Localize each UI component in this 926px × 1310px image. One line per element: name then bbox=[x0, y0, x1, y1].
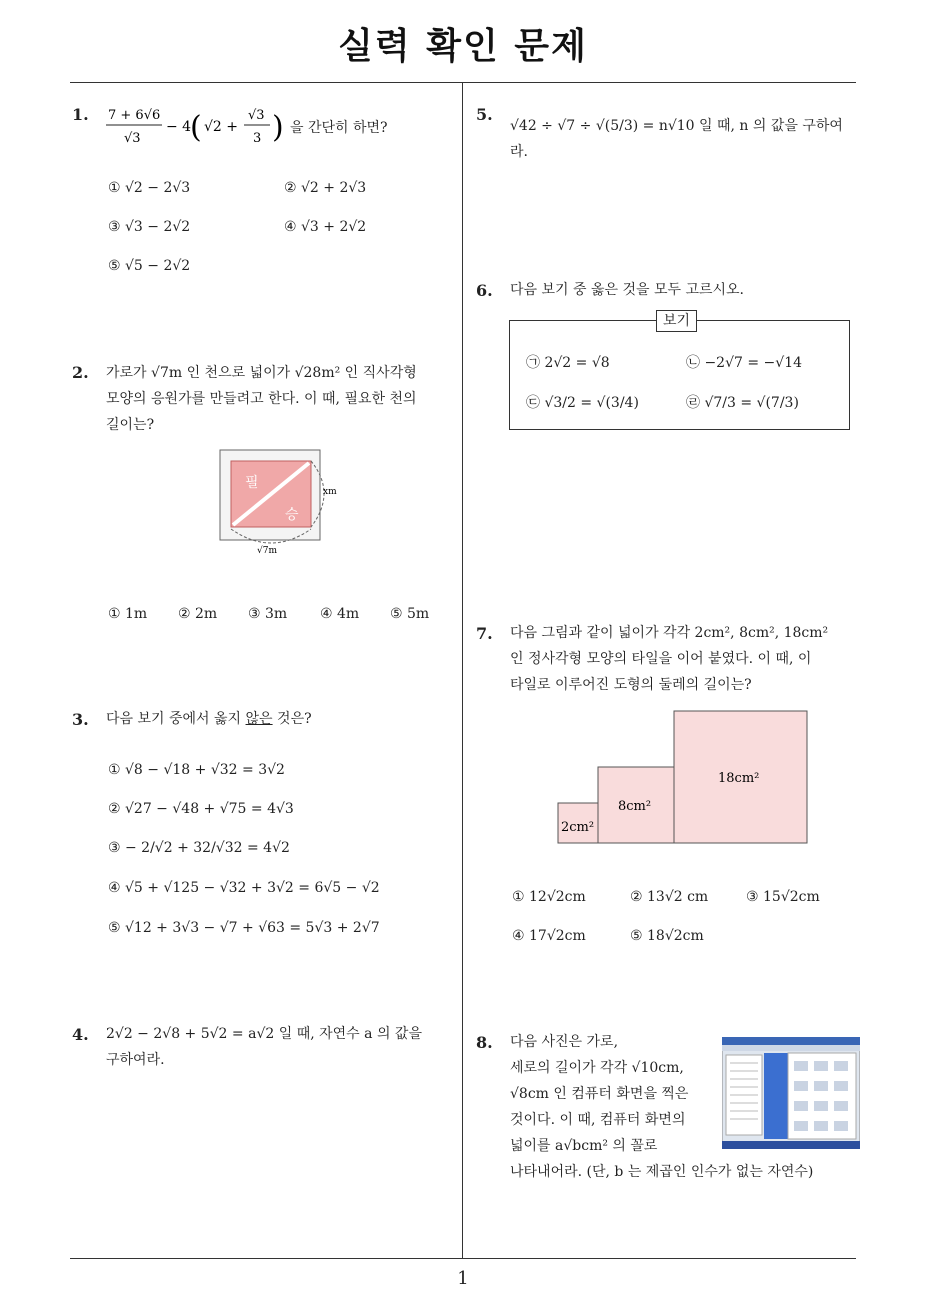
svg-text:− 4: − 4 bbox=[166, 119, 192, 135]
q1-suffix: 을 간단히 하면? bbox=[290, 120, 388, 136]
q2-stem bbox=[106, 360, 456, 438]
q2-fig-sqrt7m: √7m bbox=[257, 546, 277, 556]
svg-text:3: 3 bbox=[253, 131, 262, 146]
q6-box-label: 보기 bbox=[656, 310, 697, 332]
q7-number: 7. bbox=[476, 624, 493, 643]
q3-option-3[interactable]: ③ − 2/√2 + 32/√32 = 4√2 bbox=[108, 840, 290, 856]
q2-number: 2. bbox=[72, 363, 89, 382]
q7-tile-label-3: 18cm² bbox=[718, 771, 760, 786]
page-number: 1 bbox=[457, 1268, 469, 1289]
q1-option-3[interactable]: ③ √3 − 2√2 bbox=[108, 219, 191, 235]
q3-stem-c: 것은? bbox=[272, 711, 312, 727]
svg-text:7 + 6√6: 7 + 6√6 bbox=[108, 108, 161, 123]
q7-line-1: 다음 그림과 같이 넓이가 각각 2cm², 8cm², 18cm² bbox=[510, 625, 829, 641]
q6-number: 6. bbox=[476, 281, 493, 300]
q7-stem bbox=[510, 620, 855, 698]
q2-fig-xm: xm bbox=[323, 487, 337, 497]
q6-item-4: ㉣ √7/3 = √(7/3) bbox=[686, 395, 799, 411]
q8-line-1: 다음 사진은 가로, bbox=[510, 1034, 619, 1050]
q2-option-4[interactable]: ④ 4m bbox=[320, 606, 360, 622]
bottom-rule bbox=[70, 1258, 856, 1259]
q3-option-4[interactable]: ④ √5 + √125 − √32 + 3√2 = 6√5 − √2 bbox=[108, 880, 380, 896]
q6-example-box bbox=[509, 320, 850, 430]
top-rule bbox=[70, 82, 856, 83]
q8-number: 8. bbox=[476, 1033, 493, 1052]
q3-option-5[interactable]: ⑤ √12 + 3√3 − √7 + √63 = 5√3 + 2√7 bbox=[108, 920, 380, 936]
q1-stem bbox=[106, 103, 456, 151]
svg-text:√3: √3 bbox=[248, 108, 265, 123]
q7-line-2: 인 정사각형 모양의 타일을 이어 붙였다. 이 때, 이 bbox=[510, 651, 812, 667]
q8-line-3: √8cm 인 컴퓨터 화면을 찍은 bbox=[510, 1086, 689, 1102]
svg-text:(: ( bbox=[190, 110, 202, 145]
q2-option-1[interactable]: ① 1m bbox=[108, 606, 148, 622]
q3-stem bbox=[106, 706, 312, 732]
q7-option-4[interactable]: ④ 17√2cm bbox=[512, 928, 586, 944]
q2-figure bbox=[215, 445, 345, 557]
q2-line-1: 가로가 √7m 인 천으로 넓이가 √28m² 인 직사각형 bbox=[106, 365, 417, 381]
q4-number: 4. bbox=[72, 1025, 89, 1044]
q2-option-2[interactable]: ② 2m bbox=[178, 606, 218, 622]
q1-number: 1. bbox=[72, 105, 89, 124]
q8-line-2: 세로의 길이가 각각 √10cm, bbox=[510, 1060, 684, 1076]
q5-stem: √42 ÷ √7 ÷ √(5/3) = n√10 일 때, n 의 값을 구하여라. bbox=[510, 118, 843, 160]
q2-line-2: 모양의 응원가를 만들려고 한다. 이 때, 필요한 천의 bbox=[106, 391, 417, 407]
svg-text:√2 +: √2 + bbox=[204, 119, 239, 135]
q6-stem: 다음 보기 중 옳은 것을 모두 고르시오. bbox=[510, 282, 745, 298]
q3-stem-a: 다음 보기 중에서 옳지 bbox=[106, 711, 246, 727]
q8-computer-screen-photo bbox=[722, 1037, 860, 1149]
q3-option-2[interactable]: ② √27 − √48 + √75 = 4√3 bbox=[108, 801, 294, 817]
q1-math bbox=[106, 103, 286, 151]
q7-tile-label-2: 8cm² bbox=[618, 799, 652, 814]
q3-option-1[interactable]: ① √8 − √18 + √32 = 3√2 bbox=[108, 762, 285, 778]
page-title: 실력 확인 문제 bbox=[338, 26, 588, 67]
q6-item-1: ㉠ 2√2 = √8 bbox=[526, 355, 610, 371]
q1-option-1[interactable]: ① √2 − 2√3 bbox=[108, 180, 191, 196]
q2-fig-text-1: 필 bbox=[245, 475, 259, 491]
q4-line-1: 2√2 − 2√8 + 5√2 = a√2 일 때, 자연수 a 의 값을 bbox=[106, 1026, 422, 1042]
q4-stem bbox=[106, 1021, 456, 1073]
q7-option-1[interactable]: ① 12√2cm bbox=[512, 889, 586, 905]
svg-text:√3: √3 bbox=[124, 131, 141, 146]
q6-item-2: ㉡ −2√7 = −√14 bbox=[686, 355, 803, 371]
q4-line-2: 구하여라. bbox=[106, 1052, 165, 1068]
q7-tile-label-1: 2cm² bbox=[561, 820, 595, 835]
q8-line-5: 넓이를 a√bcm² 의 꼴로 bbox=[510, 1138, 658, 1154]
svg-text:): ) bbox=[272, 110, 284, 145]
q7-figure bbox=[556, 708, 812, 848]
q7-option-3[interactable]: ③ 15√2cm bbox=[746, 889, 820, 905]
q5-number: 5. bbox=[476, 105, 493, 124]
q2-fig-text-2: 승 bbox=[285, 507, 299, 523]
q2-line-3: 길이는? bbox=[106, 417, 155, 433]
q2-option-5[interactable]: ⑤ 5m bbox=[390, 606, 430, 622]
q3-stem-underlined: 않은 bbox=[245, 711, 273, 727]
q2-option-3[interactable]: ③ 3m bbox=[248, 606, 288, 622]
q7-option-2[interactable]: ② 13√2 cm bbox=[630, 889, 709, 905]
q1-option-4[interactable]: ④ √3 + 2√2 bbox=[284, 219, 367, 235]
column-divider bbox=[462, 83, 463, 1259]
q8-line-6: 나타내어라. (단, b 는 제곱인 인수가 없는 자연수) bbox=[510, 1164, 814, 1180]
q1-option-2[interactable]: ② √2 + 2√3 bbox=[284, 180, 367, 196]
q3-number: 3. bbox=[72, 710, 89, 729]
q8-line-4: 것이다. 이 때, 컴퓨터 화면의 bbox=[510, 1112, 686, 1128]
q1-option-5[interactable]: ⑤ √5 − 2√2 bbox=[108, 258, 191, 274]
q7-option-5[interactable]: ⑤ 18√2cm bbox=[630, 928, 704, 944]
q7-line-3: 타일로 이루어진 도형의 둘레의 길이는? bbox=[510, 677, 752, 693]
q6-item-3: ㉢ √3/2 = √(3/4) bbox=[526, 395, 639, 411]
